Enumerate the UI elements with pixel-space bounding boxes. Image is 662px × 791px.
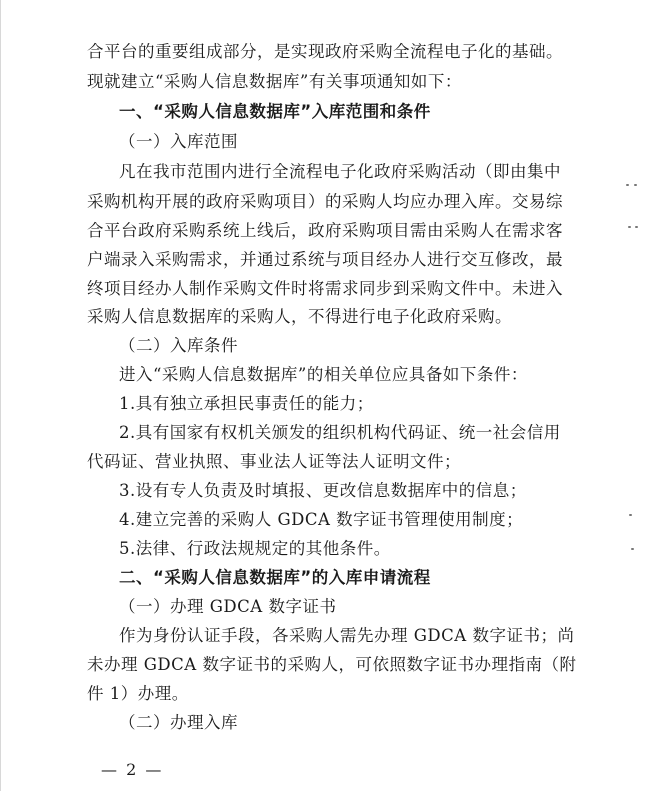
body-text-line: 合平台的重要组成部分，是实现政府采购全流程电子化的基础。	[87, 42, 563, 61]
body-text-line: 凡在我市范围内进行全流程电子化政府采购活动（即由集中	[119, 162, 561, 181]
body-text-line: 代码证、营业执照、事业法人证等法人证明文件；	[87, 452, 461, 471]
list-item: 3.设有专人负责及时填报、更改信息数据库中的信息；	[119, 481, 527, 500]
subsection-heading: （一）入库范围	[119, 132, 238, 151]
list-item: 4.建立完善的采购人 GDCA 数字证书管理使用制度；	[119, 510, 524, 529]
body-text-line: 终项目经办人制作采购文件时将需求同步到采购文件中。未进入	[87, 279, 563, 298]
body-text-line: 采购人信息数据库的采购人，不得进行电子化政府采购。	[87, 307, 512, 326]
subsection-heading: （二）办理入库	[119, 713, 238, 732]
scan-speck	[631, 548, 634, 550]
section-heading: 二、“采购人信息数据库”的入库申请流程	[119, 568, 431, 587]
body-text-line: 采购机构开展的政府采购项目）的采购人均应办理入库。交易综	[87, 192, 563, 211]
list-item: 1.具有独立承担民事责任的能力；	[119, 394, 374, 413]
page-number: — 2 —	[101, 760, 164, 779]
body-text-line: 未办理 GDCA 数字证书的采购人，可依照数字证书办理指南（附	[87, 655, 577, 674]
list-item: 5.法律、行政法规规定的其他条件。	[119, 539, 391, 558]
scan-speck	[629, 514, 632, 516]
section-heading: 一、“采购人信息数据库”入库范围和条件	[119, 102, 431, 121]
list-item: 2.具有国家有权机关颁发的组织机构代码证、统一社会信用	[119, 423, 561, 442]
subsection-heading: （一）办理 GDCA 数字证书	[119, 597, 337, 616]
scan-speck	[628, 226, 631, 228]
scan-speck	[626, 184, 629, 186]
body-text-line: 作为身份认证手段，各采购人需先办理 GDCA 数字证书；尚	[119, 626, 575, 645]
body-text-line: 户端录入采购需求，并通过系统与项目经办人进行交互修改，最	[87, 250, 563, 269]
body-text-line: 现就建立“采购人信息数据库”有关事项通知如下：	[87, 72, 462, 91]
subsection-heading: （二）入库条件	[119, 336, 238, 355]
body-text-line: 进入“采购人信息数据库”的相关单位应具备如下条件：	[119, 365, 528, 384]
body-text-line: 合平台政府采购系统上线后，政府采购项目需由采购人在需求客	[87, 221, 563, 240]
body-text-line: 件 1）办理。	[87, 684, 189, 703]
scan-speck	[634, 184, 637, 186]
scan-speck	[635, 226, 638, 228]
